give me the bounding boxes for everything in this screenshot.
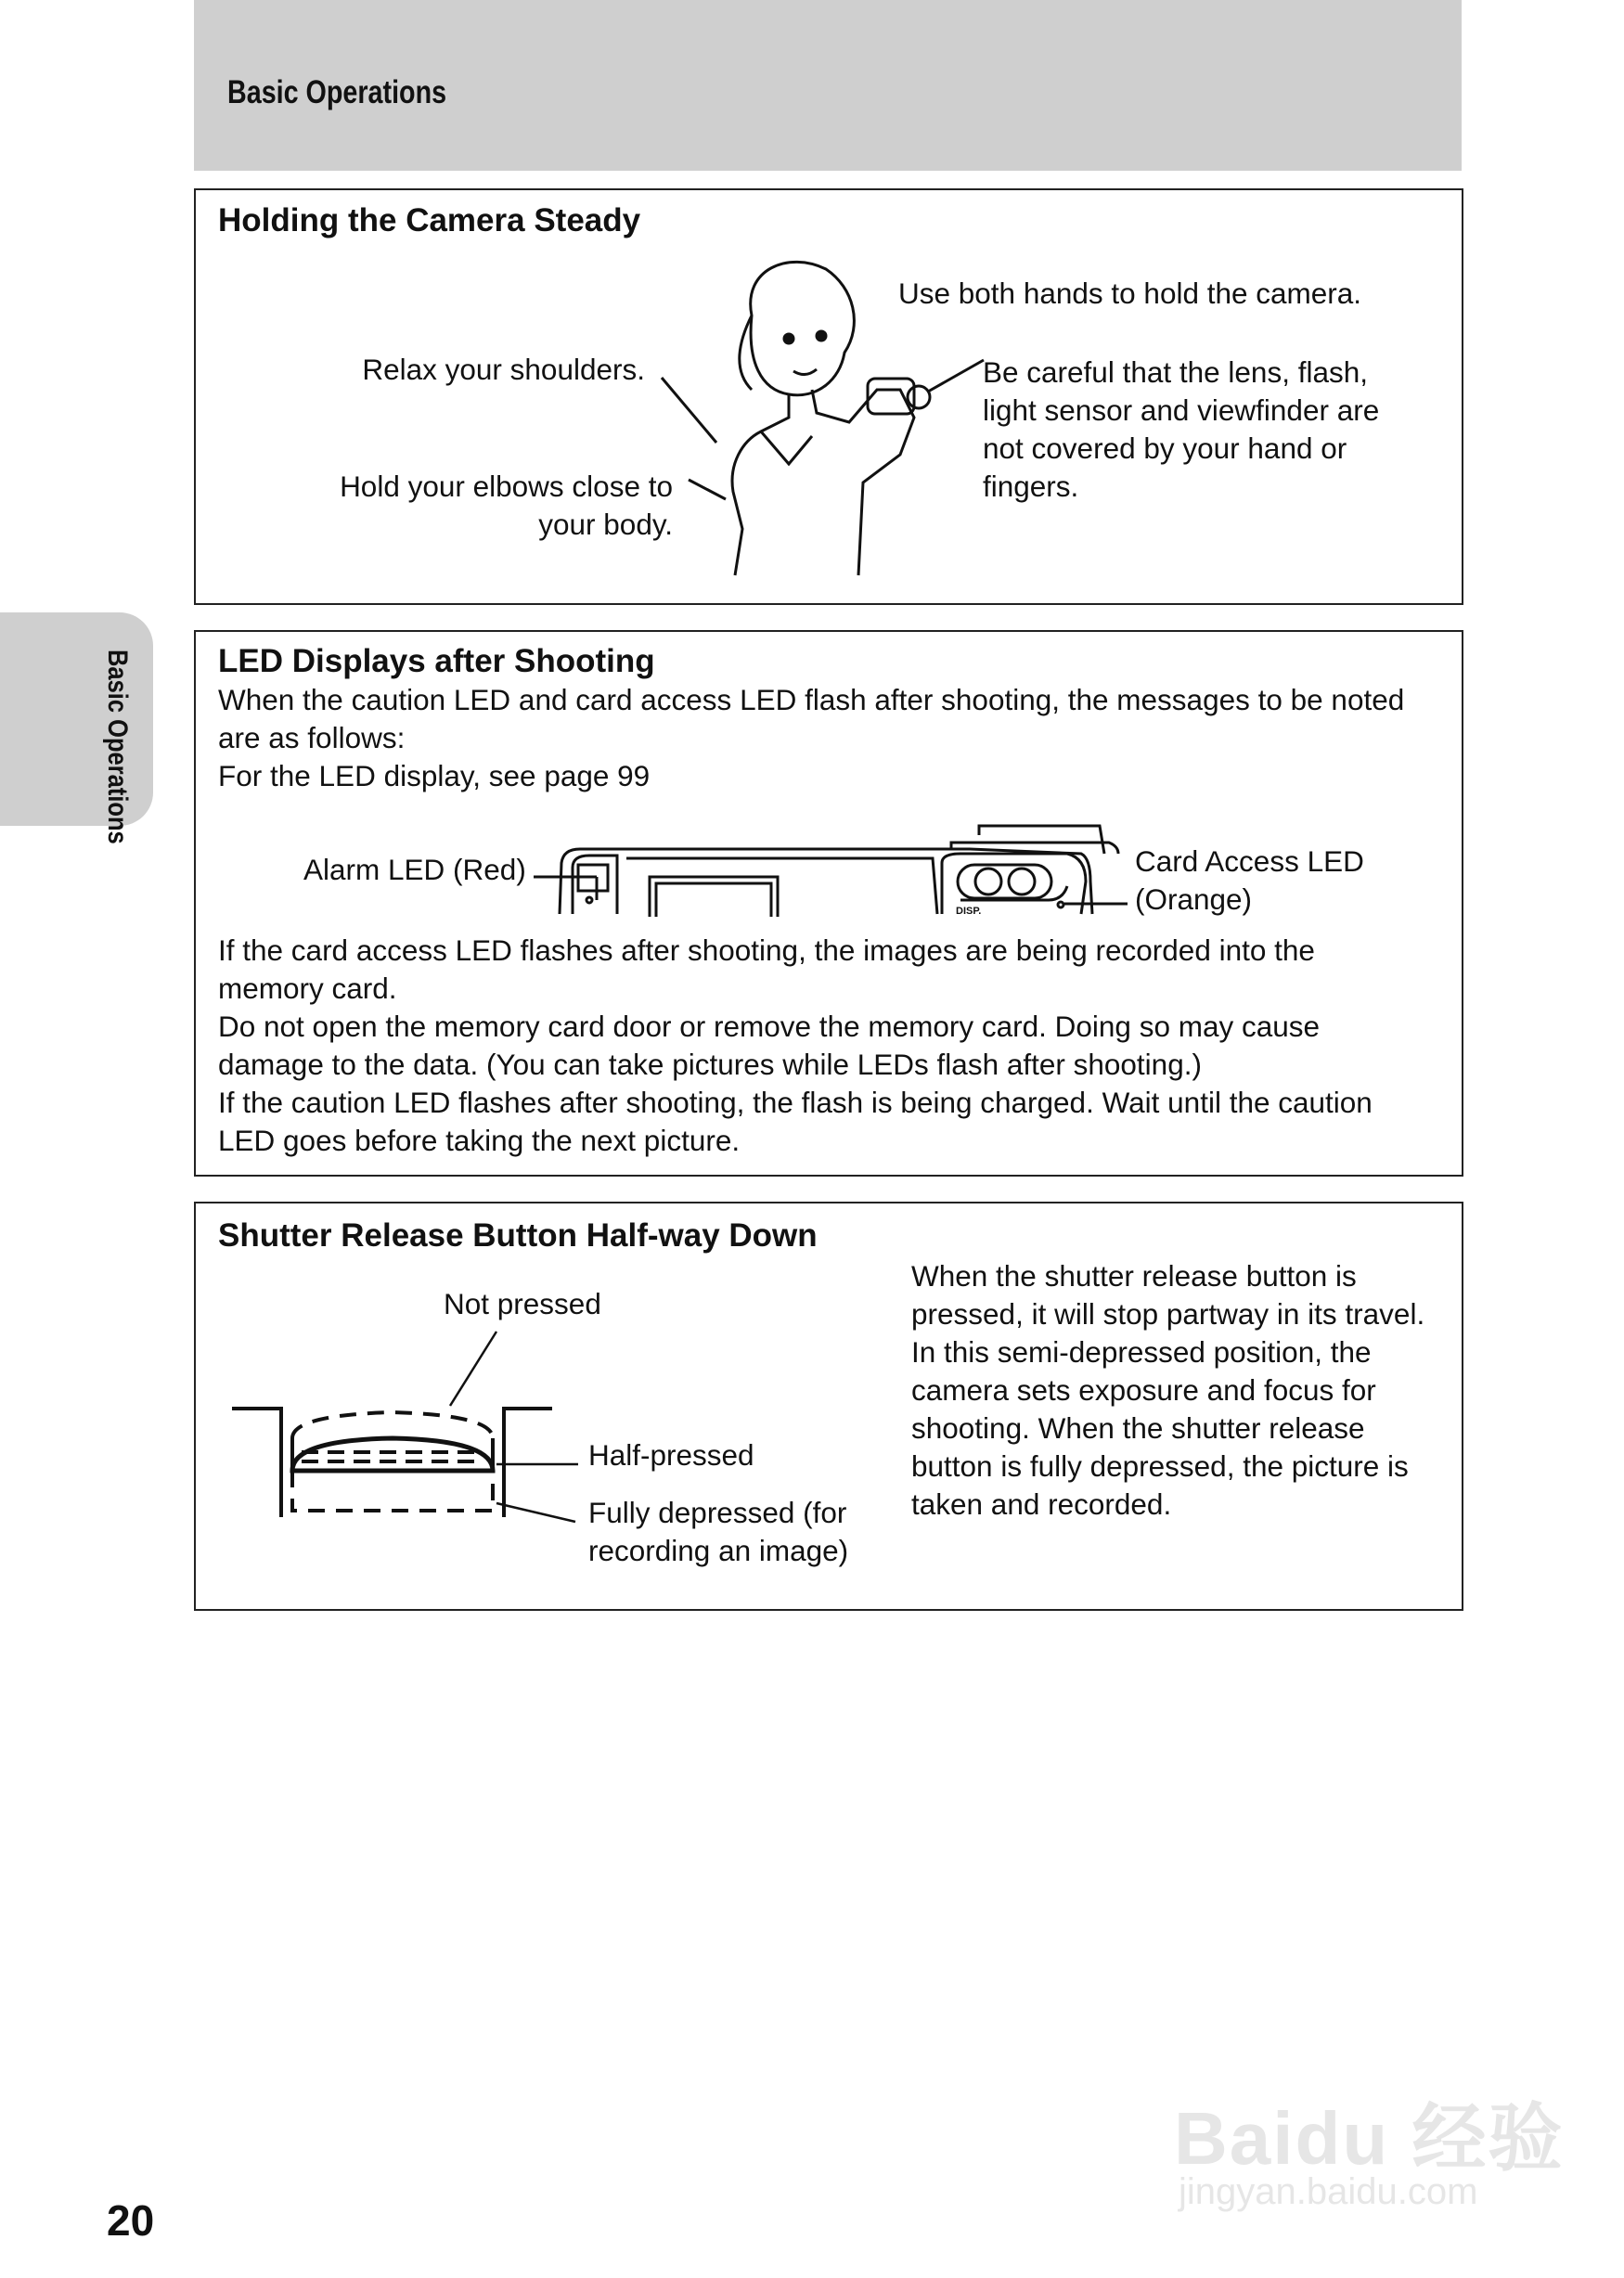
side-tab-label: Basic Operations [102, 650, 133, 844]
led-body-text: If the card access LED flashes after shooting, the images are being recorded into the memory card. Do not open the memory card door or remove the memory card. Doing so may cause damage to the data. (You can take pictures while LEDs flash after shooting.) If the caution LED flashes after shooting, the flash is being charged. Wait until the caution LED goes before taking the next picture. [218, 933, 1373, 1157]
woman-holding-camera-illustration [650, 251, 1002, 585]
fully-depressed-label: Fully depressed (for recording an image) [588, 1496, 849, 1567]
instruction-text: Hold your elbows close to your body. [340, 470, 673, 541]
intro-text: When the caution LED and card access LED flash after shooting, the messages to be noted are as follows: For the LED display, see page 99 [218, 683, 1405, 792]
section-title: Holding the Camera Steady [218, 202, 641, 238]
not-pressed-label: Not pressed [444, 1287, 601, 1320]
page-number: 20 [107, 2196, 155, 2245]
watermark-logo: Baidu 经验 [1174, 2097, 1565, 2180]
svg-text:DISP.: DISP. [956, 906, 982, 917]
card-access-led-label: Card Access LED (Orange) [1135, 844, 1364, 916]
shutter-description: When the shutter release button is pressed, it will stop partway in its travel. In this semi-depressed position, the camera sets exposure and focus for shooting. When the shutter release button is fully depressed, the picture is taken and recorded. [911, 1259, 1425, 1521]
watermark-url: jingyan.baidu.com [1179, 2171, 1478, 2212]
shutter-button-diagram [227, 1327, 589, 1531]
instruction-text: Be careful that the lens, flash, light sensor and viewfinder are not covered by your hand or fingers. [983, 355, 1380, 503]
instruction-text: Use both hands to hold the camera. [898, 277, 1362, 310]
section-title: Shutter Release Button Half-way Down [218, 1217, 818, 1254]
instruction-text: Relax your shoulders. [362, 353, 645, 386]
section-title: LED Displays after Shooting [218, 643, 655, 679]
header-title: Basic Operations [227, 74, 447, 110]
half-pressed-label: Half-pressed [588, 1438, 754, 1472]
alarm-led-label: Alarm LED (Red) [303, 853, 526, 886]
camera-back-illustration [534, 807, 1137, 917]
